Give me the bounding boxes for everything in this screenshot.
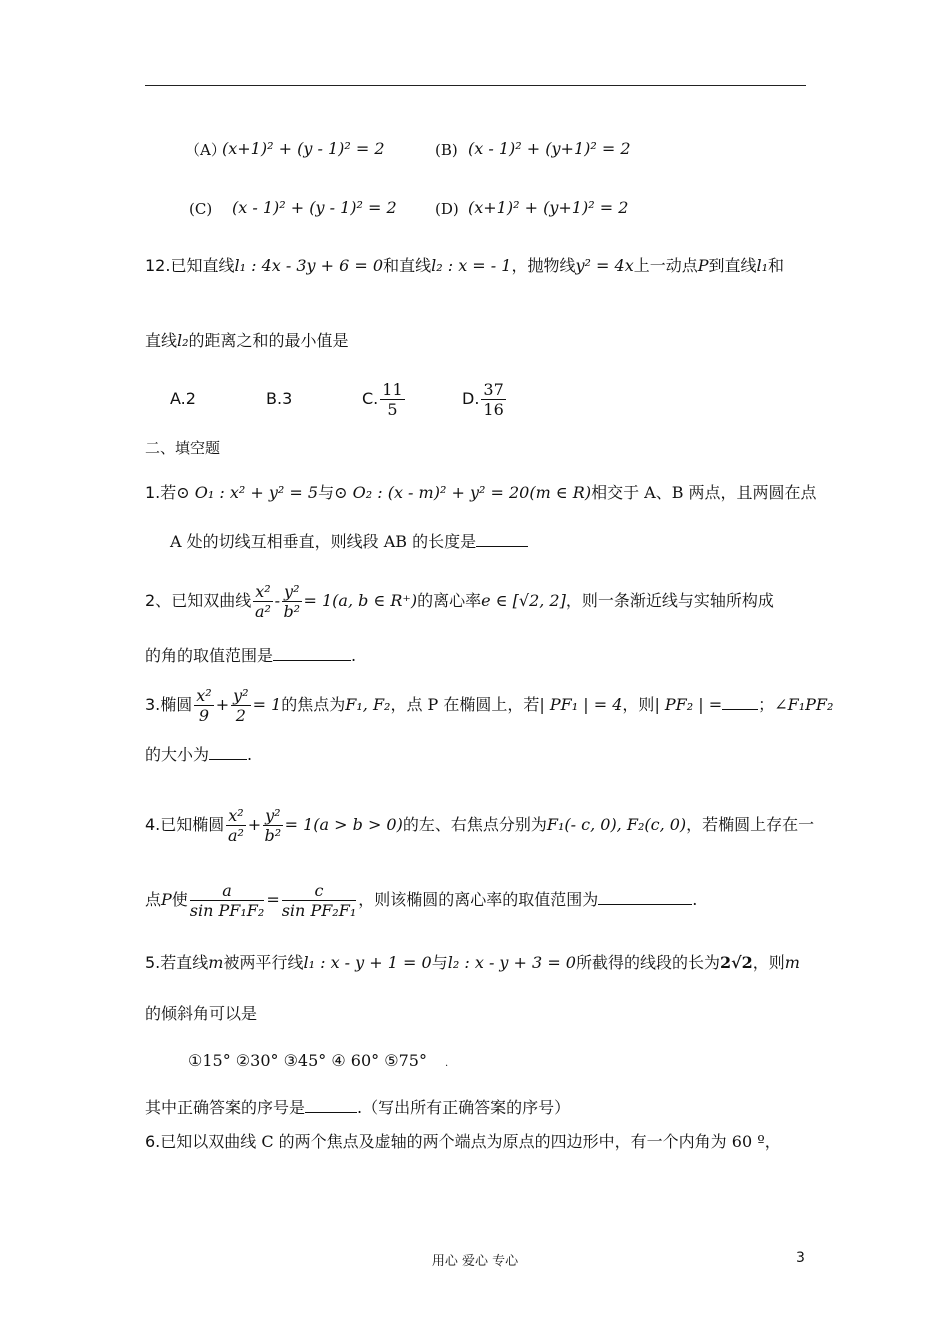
f2-minus: - (274, 591, 281, 610)
answer-blank[interactable] (273, 644, 351, 661)
f3-pf1: | PF₁ | = 4 (539, 695, 623, 714)
f1-text: 相交于 A、B 两点，且两圆在点 (591, 483, 817, 502)
f5-m: m (208, 953, 224, 972)
f4-text: ，则该椭圆的离心率的取值范围为 (358, 890, 599, 909)
f4-number: 4. (145, 815, 161, 834)
f1-circle-2: ⊙ O₂ : (x - m)² + y² = 20(m ∈ R) (334, 483, 592, 502)
f6-text: 已知以双曲线 C 的两个焦点及虚轴的两个端点为原点的四边形中，有一个内角为 60 º， (160, 1132, 781, 1151)
f2-fraction-x: $\frac{\text{x²}}{\text{a²}}$ (254, 581, 271, 621)
q12-text: 上一动点 (633, 256, 698, 275)
page-number: 3 (796, 1250, 805, 1266)
f2-text: 的角的取值范围是 (145, 646, 274, 665)
f5-choice-list: ①15° ②30° ③45° ④ 60° ⑤75° (188, 1051, 427, 1070)
q12-option-c-fraction: $\frac{11}{5}$ (382, 379, 403, 419)
f1-number: 1. (145, 483, 161, 502)
f4-text: 已知椭圆 (160, 815, 225, 834)
f3-fraction-x: $\frac{\text{x²}}{9}$ (196, 685, 212, 725)
q12-text: 已知直线 (170, 256, 235, 275)
q11-option-c-label: (C) (189, 200, 213, 218)
f3-number: 3. (145, 695, 161, 714)
page-footer: 用心 爱心 专心 (431, 1254, 519, 1269)
f5-text: 其中正确答案的序号是 (145, 1098, 306, 1117)
fill-question-3 (145, 678, 833, 732)
q12-parabola: y² = 4x (575, 256, 634, 275)
q12-text: ，抛物线 (511, 256, 576, 275)
f3-eq: = 1 (252, 695, 282, 714)
f4-fraction-x: $\frac{\text{x²}}{\text{a²}}$ (228, 805, 244, 845)
f3-foci: F₁, F₂ (345, 695, 391, 714)
f5-text: 被两平行线 (223, 953, 304, 972)
fill-question-4 (145, 798, 814, 852)
q11-option-b-label: (B) (435, 141, 458, 159)
f3-fraction-y: $\frac{\text{y²}}{2}$ (233, 685, 249, 725)
q12-text: 的距离之和的最小值是 (188, 331, 349, 350)
f2-fraction-y: $\frac{\text{y²}}{\text{b²}}$ (283, 581, 301, 621)
f2-eccentricity: e ∈ [√2, 2] (481, 591, 566, 610)
q12-l2-ref: l₂ (177, 331, 189, 350)
q12-number: 12. (145, 256, 171, 275)
q11-option-c: (x - 1)² + (y - 1)² = 2 (232, 198, 397, 217)
q11-option-a: (x+1)² + (y - 1)² = 2 (222, 139, 385, 158)
f3-text: 的大小为 (145, 745, 210, 764)
q11-option-d-label: (D) (435, 200, 459, 218)
f5-choices (188, 1050, 448, 1075)
f4-text: 的左、右焦点分别为 (402, 815, 547, 834)
f5-line2: 的倾斜角可以是 (145, 1004, 258, 1023)
f4-foci: F₁(- c, 0), F₂(c, 0) (546, 815, 687, 834)
f2-number: 2、 (145, 591, 172, 610)
fill-question-6 (145, 1131, 781, 1153)
f3-text: . (247, 745, 253, 764)
f3-plus: + (215, 695, 230, 714)
f5-text: 若直线 (160, 953, 209, 972)
f4-plus: + (247, 815, 262, 834)
f4-cond: = 1(a > b > 0) (284, 815, 403, 834)
q12-option-a: A.2 (170, 389, 196, 408)
f4-text: ，若椭圆上存在一 (686, 815, 815, 834)
f5-answer-line (145, 1096, 570, 1119)
f3-pf2: | PF₂ | = (654, 695, 723, 714)
f4-point-p: P (161, 890, 172, 909)
q12-point-p: P (697, 256, 709, 275)
f2-text: . (351, 646, 357, 665)
f5-number: 5. (145, 953, 161, 972)
f4-eq: = (266, 890, 280, 909)
f5-text: .（写出所有正确答案的序号） (357, 1098, 571, 1117)
q12-line-l1: l₁ : 4x - 3y + 6 = 0 (234, 256, 384, 275)
f4-text: 使 (171, 890, 188, 909)
f3-angle: ∠F₁PF₂ (774, 695, 834, 714)
f4-text: 点 (145, 890, 162, 909)
f5-text: ，则 (752, 953, 785, 972)
q11-option-d: (x+1)² + (y+1)² = 2 (468, 198, 629, 217)
q12-option-d (462, 374, 508, 424)
f2-text: ，则一条渐近线与实轴所构成 (565, 591, 774, 610)
answer-blank[interactable] (305, 1096, 357, 1113)
f1-circle-1: ⊙ O₁ : x² + y² = 5 (176, 483, 319, 502)
f3-line2 (145, 743, 252, 766)
answer-blank[interactable] (722, 693, 758, 710)
answer-blank[interactable] (476, 530, 528, 547)
q12-option-c (362, 374, 407, 424)
q12-option-c-label: C. (362, 389, 379, 408)
f5-text: 与 (431, 953, 448, 972)
question-12 (145, 255, 784, 277)
fill-question-2 (145, 574, 774, 628)
f3-text: 椭圆 (160, 695, 193, 714)
f1-line2 (170, 530, 528, 553)
answer-blank[interactable] (209, 743, 247, 760)
q12-line-l2: l₂ : x = - 1 (431, 256, 512, 275)
f4-line2 (145, 873, 697, 927)
f1-text: 若 (160, 483, 177, 502)
f1-text: A 处的切线互相垂直，则线段 AB 的长度是 (170, 532, 477, 551)
section-title: 二、填空题 (145, 439, 221, 457)
f5-m: m (784, 953, 800, 972)
f3-text: ； (758, 695, 775, 714)
f5-dot: . (444, 1058, 449, 1069)
answer-blank[interactable] (598, 888, 692, 905)
q12-option-d-fraction: $\frac{37}{16}$ (483, 379, 504, 419)
q11-option-b: (x - 1)² + (y+1)² = 2 (468, 139, 631, 158)
q12-option-d-label: D. (462, 389, 480, 408)
f5-line-l2: l₂ : x - y + 3 = 0 (447, 953, 576, 972)
f4-text: . (692, 890, 698, 909)
f4-fraction-y: $\frac{\text{y²}}{\text{b²}}$ (264, 805, 282, 845)
f3-text: ，点 P 在椭圆上，若 (390, 695, 540, 714)
f2-line2 (145, 644, 356, 667)
f3-text: 的焦点为 (281, 695, 346, 714)
f4-fraction-c: $\frac{c}{\text{sin PF₂F₁}}$ (281, 880, 357, 920)
q12-text: 直线 (145, 331, 178, 350)
f5-line-l1: l₁ : x - y + 1 = 0 (303, 953, 432, 972)
q12-text: 到直线 (708, 256, 757, 275)
q12-option-b: B.3 (266, 389, 293, 408)
f2-expr: = 1(a, b ∈ R⁺) (303, 591, 418, 610)
q11-option-a-label: （A） (185, 141, 226, 159)
f5-length: 2√2 (720, 953, 753, 972)
q12-line2 (145, 330, 349, 352)
q12-text: 和 (768, 256, 785, 275)
f2-text: 已知双曲线 (171, 591, 252, 610)
fill-question-5 (145, 952, 800, 974)
f1-text: 与 (318, 483, 335, 502)
f5-text: 所截得的线段的长为 (575, 953, 720, 972)
f3-text: ，则 (622, 695, 655, 714)
f4-fraction-a: $\frac{a}{\text{sin PF₁F₂}}$ (189, 880, 265, 920)
header-rule (145, 85, 806, 86)
q12-l1-ref: l₁ (756, 256, 769, 275)
q12-text: 和直线 (383, 256, 432, 275)
fill-question-1 (145, 482, 817, 504)
f6-number: 6. (145, 1132, 161, 1151)
f2-text: 的离心率 (417, 591, 482, 610)
